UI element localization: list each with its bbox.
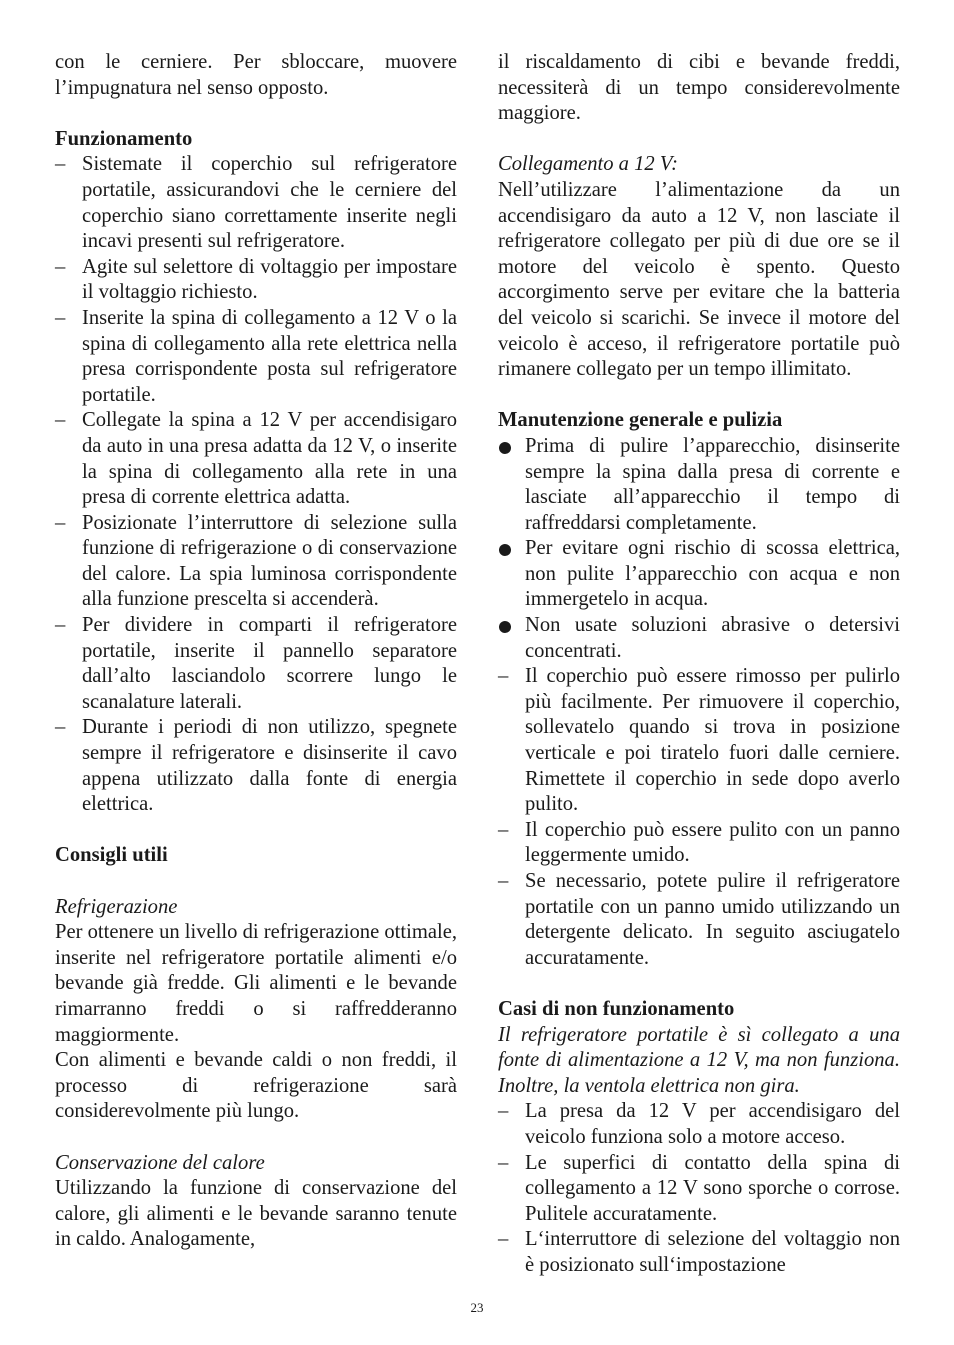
cooling-paragraph: Con alimenti e bevande caldi o non freddi, il processo di refrigerazione sarà considerevolmente più lungo. — [55, 1049, 457, 1123]
warm-subheading: Conservazione del calore — [55, 1151, 265, 1174]
list-item: – Posizionate l’interruttore di selezione sulla funzione di refrigerazione o di conservazione del calore. La spia luminosa corrispondente alla funzione prescelta si accenderà. — [55, 511, 457, 611]
list-item: – Se necessario, potete pulire il refrigeratore portatile con un panno umido utilizzando un detergente delicato. In seguito asciugatelo accuratamente. — [498, 870, 900, 969]
warm-continuation: il riscaldamento di cibi e bevande freddi, necessiterà di un tempo considerevolmente maggiore. — [498, 51, 900, 125]
maintenance-list — [498, 434, 900, 971]
list-item: – Sistemate il coperchio sul refrigeratore portatile, assicurandovi che le cerniere del coperchio siano correttamente inserite negli incavi presenti sul refrigeratore. — [55, 153, 457, 253]
list-item: Prima di pulire l’apparecchio, disinserite sempre la spina dalla presa di corrente e lasciate all’apparecchio il tempo di raffreddarsi completamente. — [498, 434, 900, 536]
dash-marker: – — [55, 511, 66, 534]
list-item: – La presa da 12 V per accendisigaro del veicolo funziona solo a motore acceso. — [498, 1100, 900, 1148]
dash-marker: – — [498, 818, 509, 841]
list-item: Per evitare ogni rischio di scossa elettrica, non pulite l’apparecchio con acqua e non immergetelo in acqua. — [498, 536, 900, 613]
list-item: – Collegate la spina a 12 V per accendisigaro da auto in una presa adatta da 12 V, o inserite la spina di collegamento alla rete in una presa di corrente elettrica adatta. — [55, 409, 457, 509]
dash-marker: – — [498, 1151, 509, 1174]
connection-paragraph: Nell’utilizzare l’alimentazione da un accendisigaro da auto a 12 V, non lasciate il refrigeratore collegato per più di due ore se il motore del veicolo è spento. Questo accorgimento serve per evitare che la batteria del veicolo si scarichi. Se invece il motore del veicolo è acceso, il refrigeratore portatile può rimanere collegato per un tempo illimitato. — [498, 178, 900, 381]
list-item: – Durante i periodi di non utilizzo, spegnete sempre il refrigeratore e disinserite il cavo appena utilizzato dalla fonte di energia elettrica. — [55, 716, 457, 816]
list-item: – Il coperchio può essere pulito con un panno leggermente umido. — [498, 818, 900, 867]
list-item: – Inserite la spina di collegamento a 12 V o la spina di collegamento alla rete elettrica nella presa corrispondente posta sul refrigeratore portatile. — [55, 306, 457, 406]
bullet-icon — [499, 544, 511, 556]
list-item: – Le superfici di contatto della spina di collegamento a 12 V sono sporche o corrose. Pulitele accuratamente. — [498, 1151, 900, 1225]
troubleshooting-heading: Casi di non funzionamento — [498, 997, 735, 1020]
page-number: 23 — [470, 1300, 484, 1315]
cooling-subheading: Refrigerazione — [55, 895, 178, 918]
list-item: – Agite sul selettore di voltaggio per impostare il voltaggio richiesto. — [55, 255, 457, 304]
dash-marker: – — [55, 614, 66, 637]
operation-list — [55, 152, 457, 817]
bullet-icon — [499, 442, 511, 454]
cooling-paragraph: Per ottenere un livello di refrigerazione ottimale, inserite nel refrigeratore portatile alimenti e/o bevande già fredde. Gli alimenti e le bevande rimarranno freddi o si raffredderanno maggiormente. — [55, 921, 457, 1046]
dash-marker: – — [498, 870, 509, 892]
list-item: – L‘interruttore di selezione del voltaggio non è posizionato sull‘impostazione — [498, 1228, 900, 1276]
connection-subheading: Collegamento a 12 V: — [498, 153, 678, 176]
tips-heading: Consigli utili — [55, 844, 168, 867]
operation-heading: Funzionamento — [55, 127, 193, 150]
maintenance-heading: Manutenzione generale e pulizia — [498, 409, 783, 432]
list-item: – Per dividere in comparti il refrigeratore portatile, inserite il pannello separatore dall’alto lasciandolo scorrere lungo le scanalature laterali. — [55, 614, 457, 713]
dash-marker: – — [55, 716, 66, 739]
right-column — [498, 50, 900, 1279]
dash-marker: – — [55, 306, 66, 329]
left-column — [55, 50, 457, 1253]
intro-paragraph: con le cerniere. Per sbloccare, muovere l’impugnatura nel senso opposto. — [55, 51, 457, 99]
dash-marker: – — [55, 255, 66, 278]
dash-marker: – — [498, 1100, 509, 1123]
troubleshooting-list — [498, 1099, 900, 1278]
warm-paragraph: Utilizzando la funzione di conservazione del calore, gli alimenti e le bevande saranno tenute in caldo. Analogamente, — [55, 1177, 457, 1251]
troubleshooting-intro: Il refrigeratore portatile è sì collegato a una fonte di alimentazione a 12 V, ma non funziona. Inoltre, la ventola elettrica non gira. — [498, 1023, 900, 1097]
dash-marker: – — [55, 409, 66, 432]
bullet-icon — [499, 621, 511, 633]
dash-marker: – — [55, 153, 66, 176]
list-item: – Il coperchio può essere rimosso per pulirlo più facilmente. Per rimuovere il coperchio, sollevatelo quando si trova in posizione verticale e poi tiratelo fuori dalle cerniere. Rimettete il coperchio in sede dopo averlo pulito. — [498, 665, 900, 816]
list-item: Non usate soluzioni abrasive o detersivi concentrati. — [498, 613, 900, 664]
dash-marker: – — [498, 1228, 509, 1251]
dash-marker: – — [498, 665, 509, 688]
